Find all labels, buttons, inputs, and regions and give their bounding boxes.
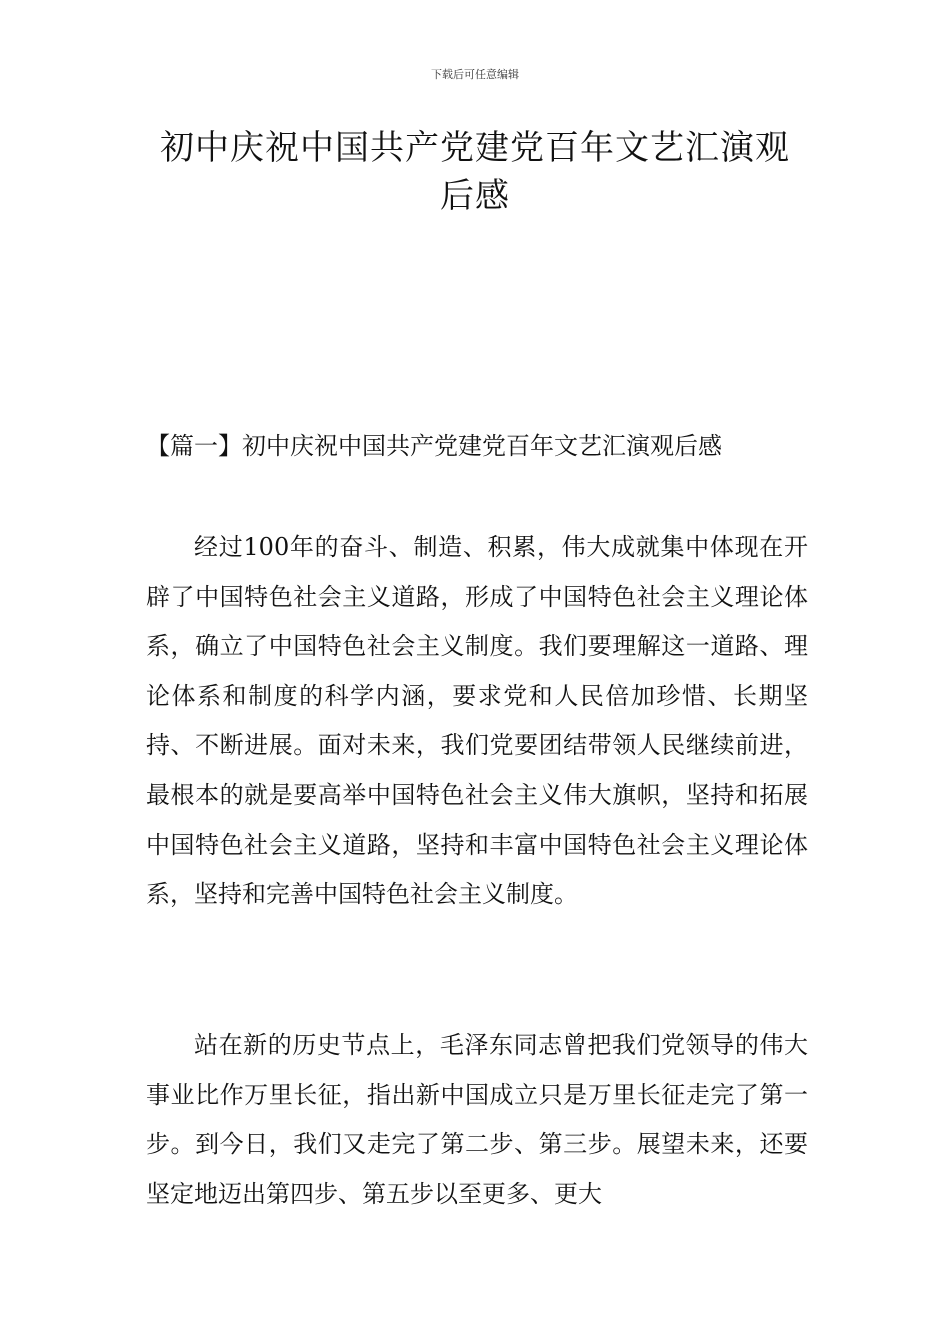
header-note: 下载后可任意编辑 [431,68,519,81]
section-heading: 【篇一】初中庆祝中国共产党建党百年文艺汇演观后感 [146,432,722,460]
body-paragraph-1: 经过100年的奋斗、制造、积累，伟大成就集中体现在开辟了中国特色社会主义道路，形成了中国特色社会主义理论体系，确立了中国特色社会主义制度。我们要理解这一道路、理论体系和制度的科学内涵，要求党和人民倍加珍惜、长期坚持、不断进展。面对未来，我们党要团结带领人民继续前进，最根本的就是要高举中国特色社会主义伟大旗帜，坚持和拓展中国特色社会主义道路，坚持和丰富中国特色社会主义理论体系，坚持和完善中国特色社会主义制度。 [146,533,808,909]
document-title: 初中庆祝中国共产党建党百年文艺汇演观后感 [160,128,790,216]
body-paragraph-2: 站在新的历史节点上，毛泽东同志曾把我们党领导的伟大事业比作万里长征，指出新中国成立只是万里长征走完了第一步。到今日，我们又走完了第二步、第三步。展望未来，还要坚定地迈出第四步、第五步以至更多、更大 [146,1031,808,1208]
